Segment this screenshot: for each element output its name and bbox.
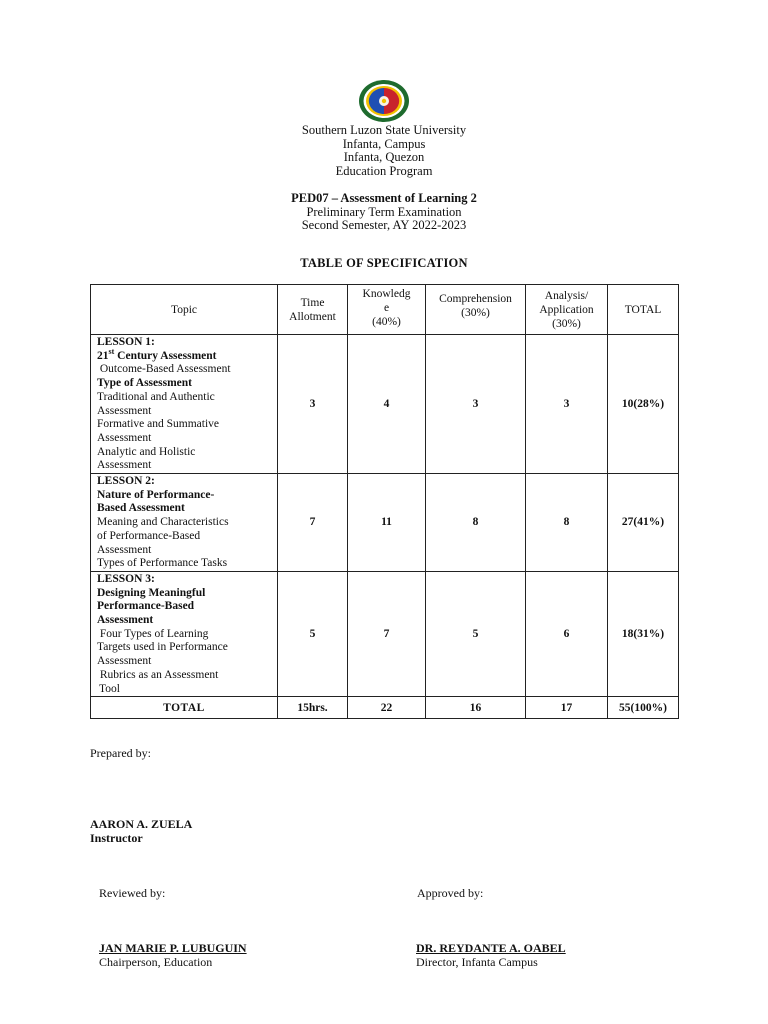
approved-by-block [416,941,566,969]
comprehension-cell: 3 [426,335,526,474]
comprehension-cell: 5 [426,571,526,696]
total-cell: 18(31%) [608,571,679,696]
time-cell: 5 [278,571,348,696]
course-header [0,192,768,233]
table-total-row [91,697,679,719]
table-title: TABLE OF SPECIFICATION [300,256,468,270]
approved-by-name: DR. REYDANTE A. OABEL [416,941,566,955]
prepared-by-block [90,817,192,845]
header-analysis-application: Analysis/ Application (30%) [526,285,608,335]
header-time-allotment: Time Allotment [278,285,348,335]
exam-title: Preliminary Term Examination [306,204,462,219]
table-row [91,335,679,474]
header-total: TOTAL [608,285,679,335]
analysis-cell: 8 [526,474,608,572]
time-cell: 7 [278,474,348,572]
approved-by-label: Approved by: [417,886,484,900]
topic-cell-lesson-2: LESSON 2: Nature of Performance- Based Assessment Meaning and Characteristics of Performance-Based Assessment Types of Performance Tasks [91,474,278,572]
table-row [91,474,679,572]
comprehension-cell: 8 [426,474,526,572]
prepared-by-name: AARON A. ZUELA [90,817,193,831]
university-name: Southern Luzon State University [301,123,467,137]
knowledge-cell: 7 [348,571,426,696]
approved-by-role: Director, Infanta Campus [416,955,538,969]
topic-cell-lesson-1: LESSON 1: 21st Century Assessment Outcome-Based Assessment Type of Assessment Traditional and Authentic Assessment Formative and Summative Assessment Analytic and Holistic Assessment [91,335,278,474]
reviewed-by-role: Chairperson, Education [99,955,213,969]
total-cell: 10(28%) [608,335,679,474]
program-name: Education Program [335,163,433,178]
grand-total-cell: 55(100%) [608,697,679,719]
prepared-by-label: Prepared by: [90,746,151,760]
reviewed-by-name: JAN MARIE P. LUBUGUIN [99,941,247,955]
university-seal-logo [358,79,410,123]
specification-table [90,284,679,719]
campus-name: Infanta, Campus [342,136,426,151]
institution-header [0,124,768,178]
campus-location: Infanta, Quezon [343,150,425,165]
header-knowledge: Knowledg e (40%) [348,285,426,335]
analysis-cell: 3 [526,335,608,474]
reviewed-by-label: Reviewed by: [99,886,166,900]
total-label: TOTAL [91,697,278,719]
analysis-cell: 6 [526,571,608,696]
prepared-by-role: Instructor [90,831,143,845]
total-time-cell: 15hrs. [278,697,348,719]
knowledge-cell: 4 [348,335,426,474]
course-title: PED07 – Assessment of Learning 2 [291,191,477,205]
total-cell: 27(41%) [608,474,679,572]
knowledge-cell: 11 [348,474,426,572]
lesson-1-title: 21st Century Assessment [97,346,217,362]
table-row [91,571,679,696]
header-comprehension: Comprehension (30%) [426,285,526,335]
semester-label: Second Semester, AY 2022-2023 [301,218,467,233]
total-knowledge-cell: 22 [348,697,426,719]
topic-cell-lesson-3: LESSON 3: Designing Meaningful Performance-Based Assessment Four Types of Learning Targets used in Performance Assessment Rubrics as an Assessment Tool [91,571,278,696]
total-comprehension-cell: 16 [426,697,526,719]
total-analysis-cell: 17 [526,697,608,719]
table-header-row [91,285,679,335]
time-cell: 3 [278,335,348,474]
reviewed-by-block [99,941,247,969]
header-topic: Topic [91,285,278,335]
